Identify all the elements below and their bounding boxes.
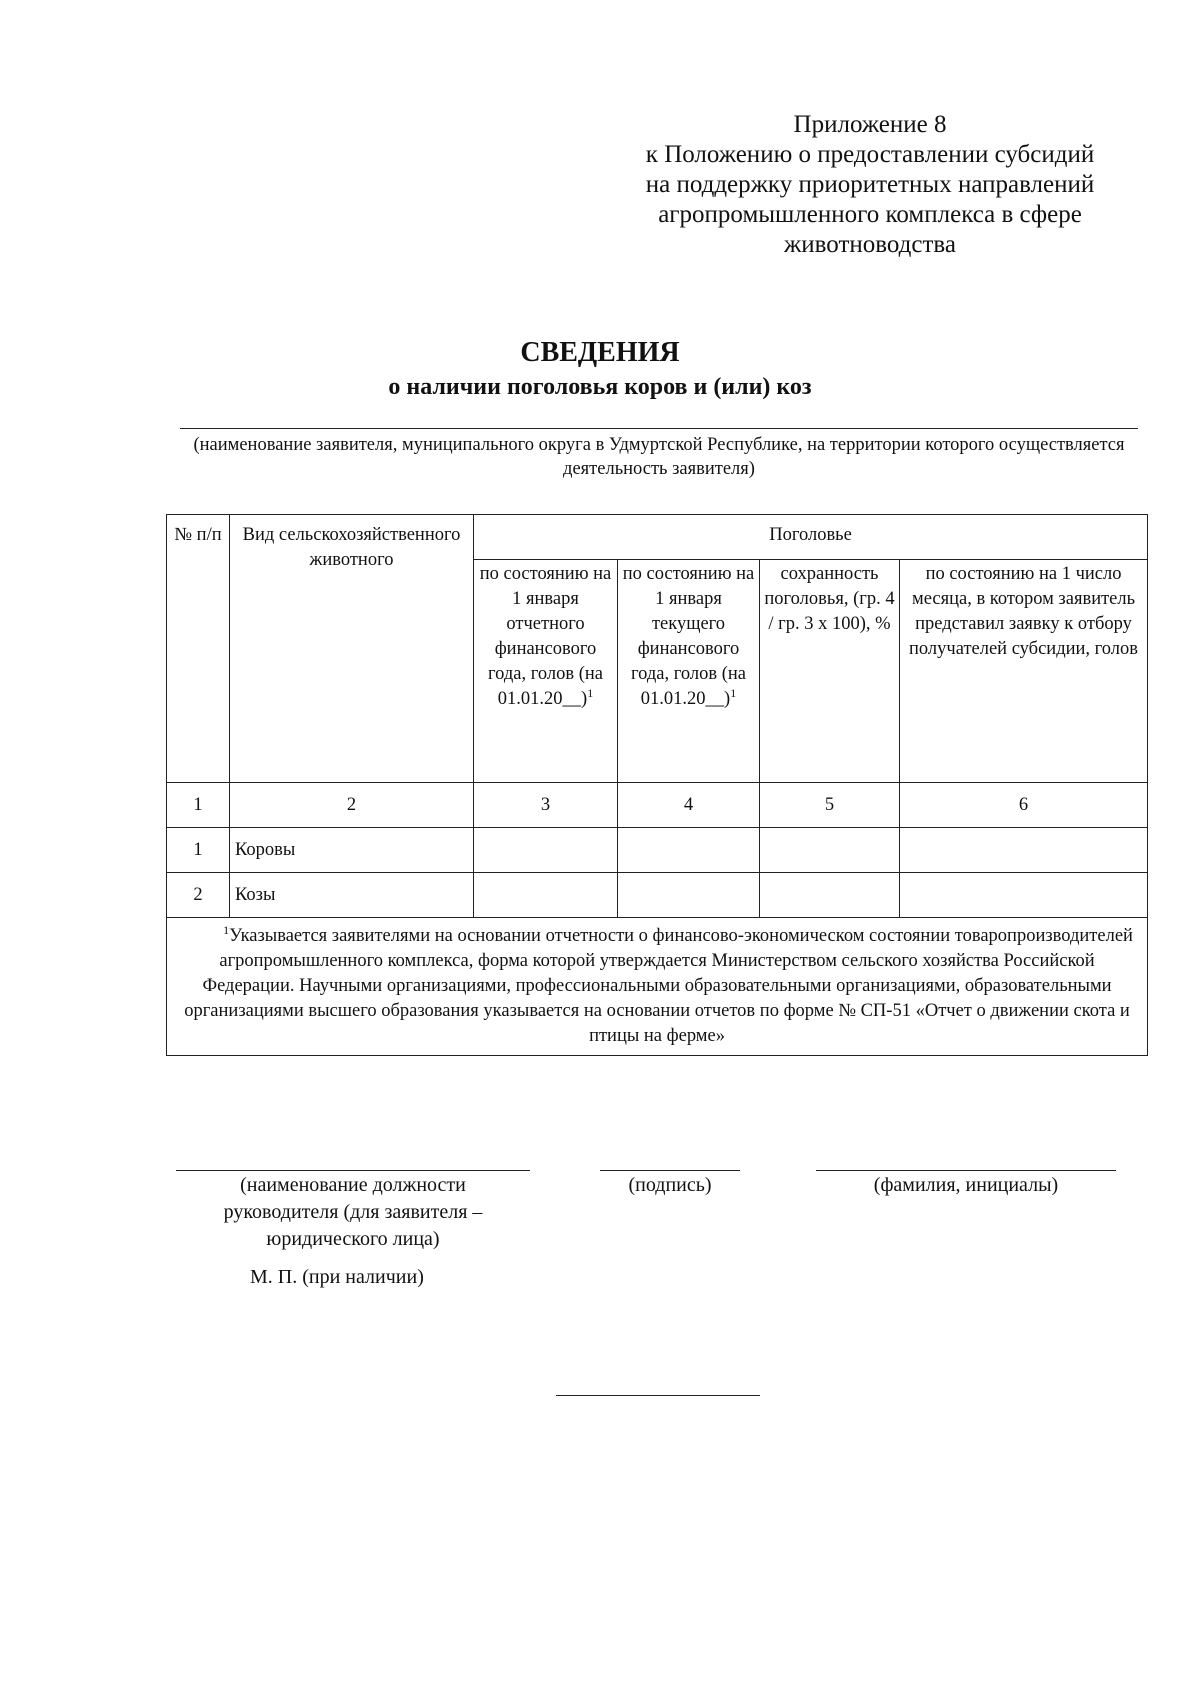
cell-col4[interactable] <box>618 828 760 873</box>
header-col3: по состоянию на 1 января отчетного финансового года, голов (на 01.01.20__)$^1$ <box>474 560 618 783</box>
column-number: 1 <box>167 783 230 828</box>
stamp-label: М. П. (при наличии) <box>250 1266 424 1288</box>
row-num: 2 <box>167 873 230 918</box>
header-num: № п/п <box>167 515 230 783</box>
applicant-hint: (наименование заявителя, муниципального округа в Удмуртской Республике, на территории которого осуществляется деятельность заявителя) <box>193 435 1125 479</box>
column-number: 4 <box>618 783 760 828</box>
end-line <box>556 1395 760 1396</box>
position-line <box>176 1170 530 1171</box>
row-num: 1 <box>167 828 230 873</box>
column-number: 3 <box>474 783 618 828</box>
appendix-line: на поддержку приоритетных направлений <box>645 171 1095 198</box>
footnote-text: Указывается заявителями на основании отчетности о финансово-экономическом состоянии товаропроизводителей агропромышленного комплекса, форма которой утверждается Министерством сельского хозяйства Российской Федерации. Научными организациями, профессиональными образовательными организациями, образовательными организациями высшего образования указывается на основании отчетов по форме № СП-51 «Отчет о движении скота и птицы на ферме» <box>184 926 1133 1046</box>
table-footnote <box>167 918 1148 1056</box>
title-main: СВЕДЕНИЯ <box>520 337 680 368</box>
cell-col5[interactable] <box>760 828 900 873</box>
position-label: (наименование должности руководителя (для заявителя – юридического лица) <box>223 1174 483 1250</box>
table-row <box>167 828 1148 873</box>
applicant-name-line <box>180 428 1138 429</box>
column-number: 2 <box>230 783 474 828</box>
appendix-line: животноводства <box>784 231 956 258</box>
column-number: 6 <box>900 783 1148 828</box>
cell-col3[interactable] <box>474 828 618 873</box>
table-row <box>167 873 1148 918</box>
document-title <box>0 335 1200 403</box>
signature-line <box>600 1170 740 1171</box>
header-kind: Вид сельскохозяйственного животного <box>230 515 474 783</box>
appendix-line: Приложение 8 <box>793 111 947 138</box>
appendix-line: к Положению о предоставлении субсидий <box>645 141 1095 168</box>
footnote-mark: 1 <box>223 922 230 937</box>
cell-col5[interactable] <box>760 873 900 918</box>
header-livestock: Поголовье <box>474 515 1148 560</box>
header-col5: сохранность поголовья, (гр. 4 / гр. 3 х 100), % <box>760 560 900 783</box>
name-label: (фамилия, инициалы) <box>873 1174 1059 1196</box>
livestock-table <box>166 514 1148 1056</box>
header-col6: по состоянию на 1 число месяца, в котором заявитель представил заявку к отбору получателей субсидии, голов <box>900 560 1148 783</box>
name-line <box>816 1170 1116 1171</box>
column-number: 5 <box>760 783 900 828</box>
row-kind: Коровы <box>230 828 474 873</box>
title-sub: о наличии поголовья коров и (или) коз <box>388 374 812 400</box>
appendix-line: агропромышленного комплекса в сфере <box>658 201 1082 228</box>
footnote-mark: 1 <box>587 685 594 700</box>
cell-col3[interactable] <box>474 873 618 918</box>
signature-label: (подпись) <box>628 1174 712 1196</box>
cell-col6[interactable] <box>900 873 1148 918</box>
cell-col4[interactable] <box>618 873 760 918</box>
appendix-header <box>600 110 1140 260</box>
row-kind: Козы <box>230 873 474 918</box>
cell-col6[interactable] <box>900 828 1148 873</box>
column-number-row <box>167 783 1148 828</box>
footnote-mark: 1 <box>730 685 737 700</box>
header-col4: по состоянию на 1 января текущего финансового года, голов (на 01.01.20__)$^1$ <box>618 560 760 783</box>
